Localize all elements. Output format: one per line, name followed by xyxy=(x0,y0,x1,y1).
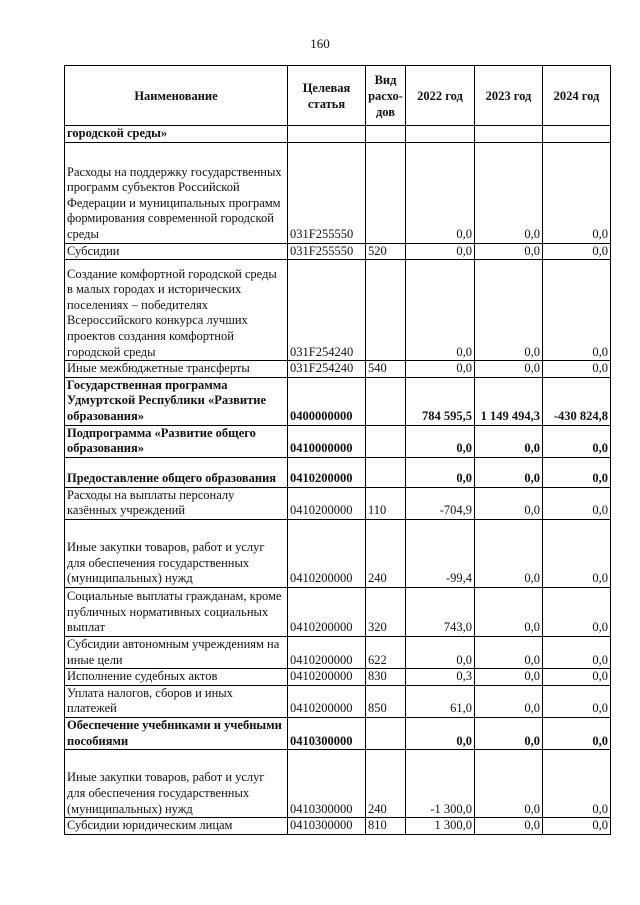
row-expense-kind xyxy=(366,717,406,749)
table-row xyxy=(65,487,611,519)
row-value-2022: 0,0 xyxy=(406,717,475,749)
row-target-code: 0410200000 xyxy=(288,685,366,717)
row-value-2022 xyxy=(406,126,475,143)
row-value-2023: 0,0 xyxy=(475,669,543,686)
row-value-2023: 0,0 xyxy=(475,685,543,717)
table-header-row xyxy=(65,66,611,126)
row-target-code xyxy=(288,126,366,143)
row-expense-kind xyxy=(366,142,406,243)
row-target-code: 0410300000 xyxy=(288,818,366,835)
row-value-2024: 0,0 xyxy=(543,717,611,749)
row-expense-kind: 622 xyxy=(366,636,406,668)
row-value-2024: 0,0 xyxy=(543,587,611,636)
row-value-2023: 0,0 xyxy=(475,457,543,487)
row-value-2022: 0,0 xyxy=(406,636,475,668)
table-row xyxy=(65,818,611,835)
page-number: 160 xyxy=(310,36,330,51)
header-2023: 2023 год xyxy=(475,66,543,126)
row-value-2022: 0,0 xyxy=(406,243,475,260)
row-target-code: 0410200000 xyxy=(288,487,366,519)
row-value-2022: 61,0 xyxy=(406,685,475,717)
table-row xyxy=(65,377,611,425)
table-row xyxy=(65,243,611,260)
table-row xyxy=(65,142,611,243)
row-expense-kind: 240 xyxy=(366,519,406,587)
budget-table xyxy=(64,65,611,835)
row-target-code: 0410200000 xyxy=(288,519,366,587)
row-value-2023 xyxy=(475,126,543,143)
table-row xyxy=(65,636,611,668)
row-name: Субсидии юридическим лицам xyxy=(65,818,288,835)
row-value-2022: 0,0 xyxy=(406,425,475,457)
row-value-2022: 784 595,5 xyxy=(406,377,475,425)
row-target-code: 031F254240 xyxy=(288,260,366,361)
header-name: Наименование xyxy=(65,66,288,126)
row-name: Подпрограмма «Развитие общего образования» xyxy=(65,425,288,457)
row-value-2024: 0,0 xyxy=(543,361,611,378)
row-value-2024: 0,0 xyxy=(543,243,611,260)
row-value-2022: -704,9 xyxy=(406,487,475,519)
row-expense-kind: 320 xyxy=(366,587,406,636)
row-target-code: 031F254240 xyxy=(288,361,366,378)
row-name: Обеспечение учебниками и учебными пособиями xyxy=(65,717,288,749)
row-value-2023: 0,0 xyxy=(475,260,543,361)
row-name: Социальные выплаты гражданам, кроме публичных нормативных социальных выплат xyxy=(65,587,288,636)
row-value-2023: 0,0 xyxy=(475,636,543,668)
row-expense-kind: 110 xyxy=(366,487,406,519)
header-kind: Вид расхо-дов xyxy=(366,66,406,126)
row-value-2024: -430 824,8 xyxy=(543,377,611,425)
table-row xyxy=(65,685,611,717)
row-name: Субсидии автономным учреждениям на иные цели xyxy=(65,636,288,668)
row-name: Предоставление общего образования xyxy=(65,457,288,487)
table-row xyxy=(65,457,611,487)
row-target-code: 0410200000 xyxy=(288,636,366,668)
row-value-2024 xyxy=(543,126,611,143)
row-value-2024: 0,0 xyxy=(543,425,611,457)
row-name: городской среды» xyxy=(65,126,288,143)
row-value-2024: 0,0 xyxy=(543,636,611,668)
row-expense-kind: 810 xyxy=(366,818,406,835)
row-name: Субсидии xyxy=(65,243,288,260)
row-expense-kind xyxy=(366,425,406,457)
row-value-2023: 0,0 xyxy=(475,142,543,243)
row-value-2024: 0,0 xyxy=(543,818,611,835)
row-expense-kind xyxy=(366,457,406,487)
row-value-2022: 0,0 xyxy=(406,260,475,361)
row-name: Расходы на поддержку государственных программ субъектов Российской Федерации и муниципальных программ формирования современной городской среды xyxy=(65,142,288,243)
row-value-2023: 0,0 xyxy=(475,717,543,749)
row-target-code: 0410200000 xyxy=(288,457,366,487)
row-expense-kind xyxy=(366,260,406,361)
row-value-2024: 0,0 xyxy=(543,457,611,487)
row-name: Расходы на выплаты персоналу казённых учреждений xyxy=(65,487,288,519)
row-value-2023: 0,0 xyxy=(475,818,543,835)
row-target-code: 0410300000 xyxy=(288,717,366,749)
row-value-2023: 0,0 xyxy=(475,750,543,818)
row-value-2023: 0,0 xyxy=(475,243,543,260)
table-row xyxy=(65,519,611,587)
row-value-2023: 1 149 494,3 xyxy=(475,377,543,425)
row-value-2022: 0,0 xyxy=(406,142,475,243)
table-row xyxy=(65,669,611,686)
row-target-code: 031F255550 xyxy=(288,142,366,243)
row-value-2024: 0,0 xyxy=(543,750,611,818)
table-row xyxy=(65,126,611,143)
row-value-2024: 0,0 xyxy=(543,260,611,361)
row-value-2023: 0,0 xyxy=(475,587,543,636)
row-name: Уплата налогов, сборов и иных платежей xyxy=(65,685,288,717)
table-row xyxy=(65,717,611,749)
row-value-2024: 0,0 xyxy=(543,669,611,686)
row-value-2023: 0,0 xyxy=(475,425,543,457)
row-value-2023: 0,0 xyxy=(475,487,543,519)
row-value-2023: 0,0 xyxy=(475,361,543,378)
row-expense-kind xyxy=(366,126,406,143)
row-value-2022: -1 300,0 xyxy=(406,750,475,818)
row-value-2024: 0,0 xyxy=(543,519,611,587)
row-value-2022: 0,0 xyxy=(406,457,475,487)
row-expense-kind xyxy=(366,377,406,425)
row-value-2024: 0,0 xyxy=(543,685,611,717)
row-target-code: 0410000000 xyxy=(288,425,366,457)
row-value-2022: 1 300,0 xyxy=(406,818,475,835)
row-target-code: 031F255550 xyxy=(288,243,366,260)
row-value-2022: 0,0 xyxy=(406,361,475,378)
row-target-code: 0400000000 xyxy=(288,377,366,425)
table-row xyxy=(65,587,611,636)
table-row xyxy=(65,260,611,361)
row-target-code: 0410200000 xyxy=(288,669,366,686)
row-expense-kind: 830 xyxy=(366,669,406,686)
row-target-code: 0410300000 xyxy=(288,750,366,818)
table-row xyxy=(65,750,611,818)
row-name: Иные закупки товаров, работ и услуг для обеспечения государственных (муниципальных) нужд xyxy=(65,750,288,818)
header-2024: 2024 год xyxy=(543,66,611,126)
row-value-2024: 0,0 xyxy=(543,487,611,519)
row-name: Иные закупки товаров, работ и услуг для обеспечения государственных (муниципальных) нужд xyxy=(65,519,288,587)
row-name: Создание комфортной городской среды в малых городах и исторических поселениях – победителях Всероссийского конкурса лучших проектов создания комфортной городской среды xyxy=(65,260,288,361)
row-value-2022: -99,4 xyxy=(406,519,475,587)
row-value-2022: 0,3 xyxy=(406,669,475,686)
row-name: Государственная программа Удмуртской Республики «Развитие образования» xyxy=(65,377,288,425)
row-target-code: 0410200000 xyxy=(288,587,366,636)
row-name: Иные межбюджетные трансферты xyxy=(65,361,288,378)
row-value-2022: 743,0 xyxy=(406,587,475,636)
row-expense-kind: 240 xyxy=(366,750,406,818)
row-expense-kind: 520 xyxy=(366,243,406,260)
row-name: Исполнение судебных актов xyxy=(65,669,288,686)
row-value-2024: 0,0 xyxy=(543,142,611,243)
header-2022: 2022 год xyxy=(406,66,475,126)
header-code: Целевая статья xyxy=(288,66,366,126)
row-expense-kind: 850 xyxy=(366,685,406,717)
row-expense-kind: 540 xyxy=(366,361,406,378)
row-value-2023: 0,0 xyxy=(475,519,543,587)
table-row xyxy=(65,425,611,457)
table-row xyxy=(65,361,611,378)
